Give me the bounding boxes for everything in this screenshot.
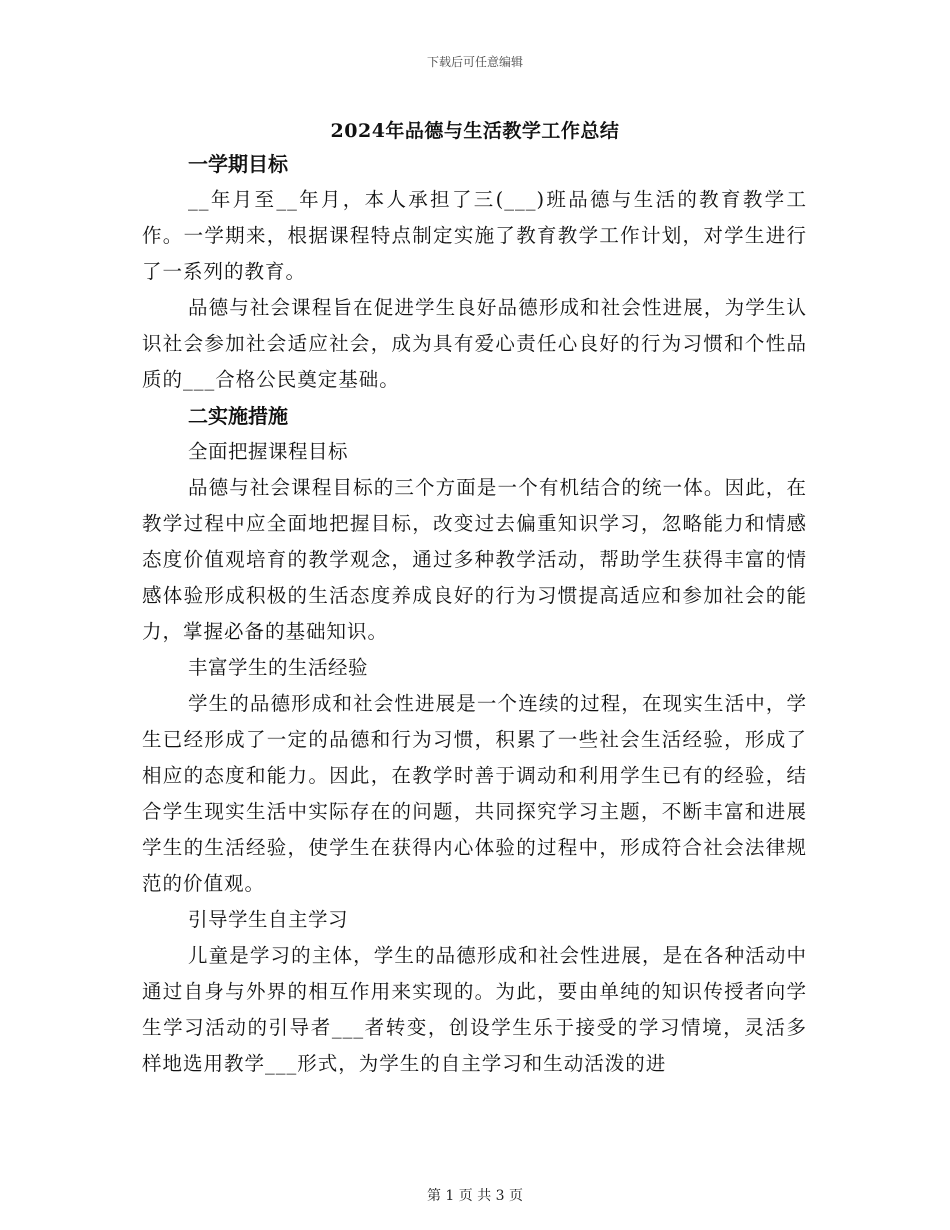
section-heading-measures: 二实施措施 [188,404,288,428]
paragraph-course-goals: 品德与社会课程目标的三个方面是一个有机结合的统一体。因此，在教学过程中应全面地把握目标，改变过去偏重知识学习，忽略能力和情感态度价值观培育的教学观念，通过多种教学活动，帮助学生获得丰富的情感体验形成积极的生活态度养成良好的行为习惯提高适应和参加社会的能力，掌握必备的基础知识。 [142,476,807,643]
page-header-note: 下载后可任意编辑 [426,55,523,69]
section-heading-goals: 一学期目标 [188,152,288,176]
document-title: 2024年品德与生活教学工作总结 [330,120,620,142]
subheading-life-experience: 丰富学生的生活经验 [188,656,369,679]
document-body [142,146,807,1082]
subheading-self-learning: 引导学生自主学习 [188,908,349,931]
paragraph-intro: __年月至__年月，本人承担了三(___)班品德与生活的教育教学工作。一学期来，根据课程特点制定实施了教育教学工作计划，对学生进行了一系列的教育。 [142,188,807,283]
subheading-course-goals: 全面把握课程目标 [188,440,349,463]
paragraph-course-aim: 品德与社会课程旨在促进学生良好品德形成和社会性进展，为学生认识社会参加社会适应社会，成为具有爱心责任心良好的行为习惯和个性品质的___合格公民奠定基础。 [142,296,807,391]
page-number-footer: 第 1 页 共 3 页 [426,1188,524,1204]
paragraph-self-learning: 儿童是学习的主体，学生的品德形成和社会性进展，是在各种活动中通过自身与外界的相互作用来实现的。为此，要由单纯的知识传授者向学生学习活动的引导者___者转变，创设学生乐于接受的学习情境，灵活多样地选用教学___形式，为学生的自主学习和生动活泼的进 [142,944,807,1075]
paragraph-life-experience: 学生的品德形成和社会性进展是一个连续的过程，在现实生活中，学生已经形成了一定的品德和行为习惯，积累了一些社会生活经验，形成了相应的态度和能力。因此，在教学时善于调动和利用学生已有的经验，结合学生现实生活中实际存在的问题，共同探究学习主题，不断丰富和进展学生的生活经验，使学生在获得内心体验的过程中，形成符合社会法律规范的价值观。 [142,692,807,895]
